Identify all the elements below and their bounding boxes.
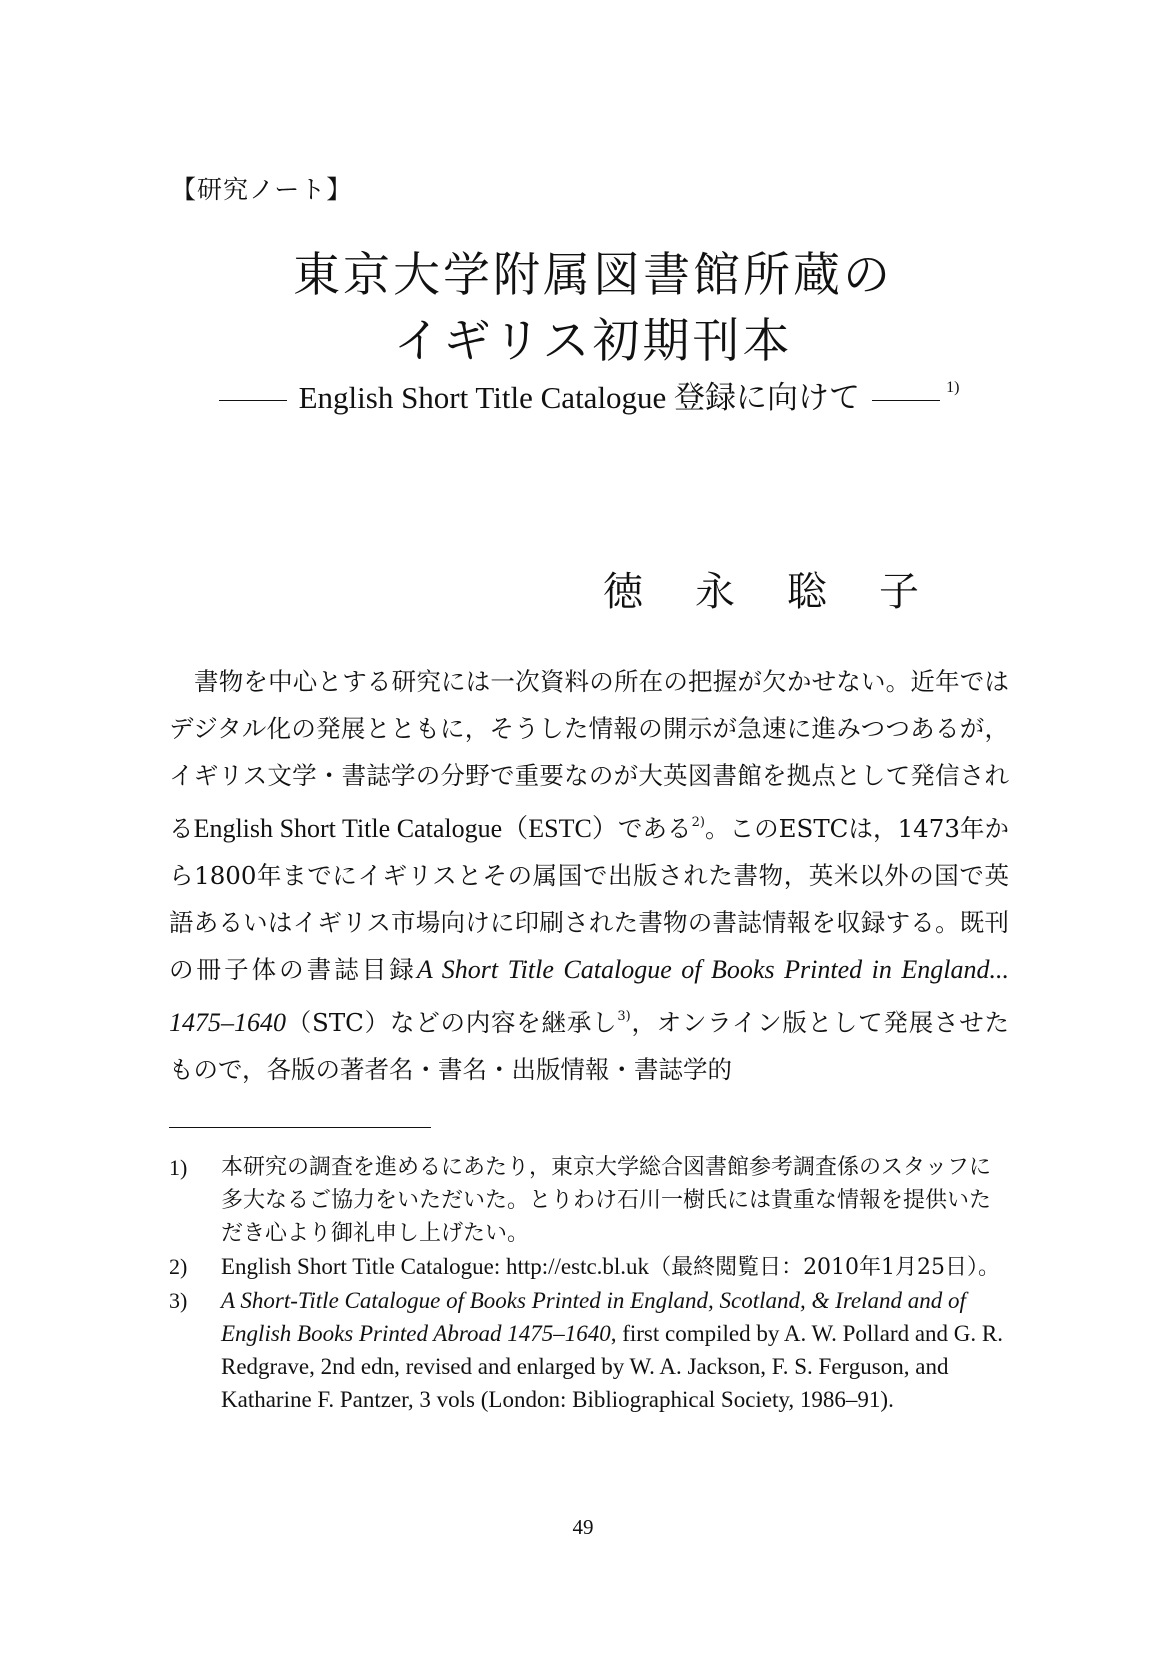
footnote-number: 3) xyxy=(169,1288,188,1313)
subtitle-dash-right xyxy=(872,400,940,401)
footnote-book-title: A Short-Title Catalogue of Books Printed in England, Scotland, & Ireland and of English Books Printed Abroad 1475–1640 xyxy=(221,1288,966,1346)
page-number: 49 xyxy=(572,1515,594,1539)
title-line-2: イギリス初期刊本 xyxy=(393,314,793,369)
paragraph xyxy=(169,658,1009,1093)
footnote-number: 2) xyxy=(169,1254,188,1279)
footnote-1 xyxy=(169,1151,1011,1250)
footnote-text-run: , first compiled by A. W. Pollard and G. R. Redgrave, 2nd edn, revised and enlarged by W. A. Jackson, F. S. Ferguson, and Katharine F. Pantzer, 3 vols (London: Bibliographical Society, 1986–91). xyxy=(221,1321,1003,1412)
footnote-text: 本研究の調査を進めるにあたり，東京大学総合図書館参考調査係のスタッフに多大なるご協力をいただいた。とりわけ石川一樹氏には貴重な情報を提供いただき心より御礼申し上げたい。 xyxy=(221,1155,992,1246)
body-text-run: （STC）などの内容を継承し xyxy=(286,1008,618,1037)
footnote-3 xyxy=(169,1284,1011,1416)
body-text-estc: English Short Title Catalogue（ESTC） xyxy=(193,814,618,843)
footnote-2 xyxy=(169,1250,1011,1284)
subtitle-text: English Short Title Catalogue 登録に向けて xyxy=(298,380,861,415)
footnote-url-text[interactable]: English Short Title Catalogue: http://estc.bl.uk xyxy=(221,1254,650,1279)
body-text-run: ，オンライン版として発展させたもので，各版の著者名・書名・出版情報・書誌学的 xyxy=(169,1008,1009,1084)
footnote-text xyxy=(221,1250,1011,1284)
subtitle-dash-left xyxy=(219,400,287,401)
body-text-run: である xyxy=(617,814,692,843)
footnote-ref-3[interactable]: 3) xyxy=(617,1009,631,1024)
footnote-number: 1) xyxy=(169,1155,188,1180)
subtitle xyxy=(0,372,1166,417)
body-text xyxy=(169,658,1009,1093)
subtitle-footnote-ref[interactable]: 1) xyxy=(946,379,960,396)
footnote-text-run: （最終閲覧日：2010年1月25日）。 xyxy=(649,1255,1001,1280)
stc-title: A Short Title Catalogue of Books Printed in England... 1475–1640 xyxy=(169,955,1010,1037)
body-text-run: 書物を中心とする研究には一次資料の所在の把握が欠かせない。近年ではデジタル化の発展とともに，そうした情報の開示が急速に進みつつあるが，イギリス文学・書誌学の分野で重要なのが大英図書館を拠点として発信される xyxy=(169,667,1009,843)
title-line-1: 東京大学附属図書館所蔵の xyxy=(293,248,893,303)
body-text-run: 。このESTCは，1473年から1800年までにイギリスとその属国で出版された書物，英米以外の国で英語あるいはイギリス市場向けに印刷された書物の書誌情報を収録する。既刊の冊子体の書誌目録 xyxy=(169,814,1010,984)
footnote-ref-2[interactable]: 2) xyxy=(691,815,705,830)
footnotes xyxy=(169,1151,1011,1416)
section-label: 【研究ノート】 xyxy=(171,175,353,204)
footnote-divider xyxy=(169,1127,431,1128)
footnote-text xyxy=(221,1284,1011,1416)
author-name: 徳永聡子 xyxy=(603,569,971,615)
